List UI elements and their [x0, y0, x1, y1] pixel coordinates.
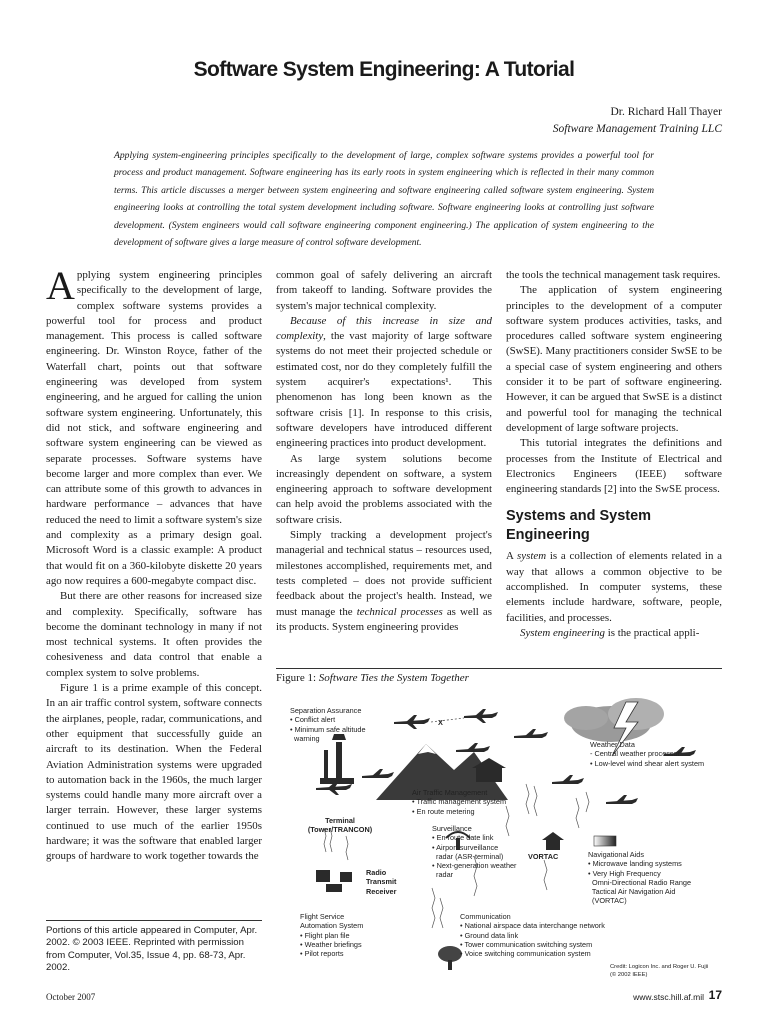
- col1-p1-text: pplying system engineering principles specifically to the development of large, complex software systems provides a powerful tool for process and product management. This process is called software engineering. Dr. Winston Royce, father of the Waterfall chart, points out that software engineering was developed from system engineering, and he argued for calling the union software system engineering. Unfortunately, this did not stick, and software engineering and software system engineering can be viewed as separate processes. Software systems have become larger and more complex than ever. We can attribute some of this growth to advances in hardware performance – advances that have reduced the need to limit a software system's size and complexity as a primary design goal. Microsoft Word is a classic example: A product that would fit on a 360-kilobyte diskette 20 years ago now requires a 600-megabyte compact disc.: [46, 269, 262, 587]
- surveillance-item: • En route date link: [432, 833, 494, 843]
- col3-paragraph-4: [506, 549, 722, 625]
- label-separation: [290, 706, 366, 743]
- weather-item: • Low-level wind shear alert system: [590, 758, 705, 768]
- communication-title: Communication: [460, 912, 511, 921]
- separation-item: • Conflict alert: [290, 715, 336, 725]
- section-heading: Systems and System Engineering: [506, 508, 652, 544]
- figure-caption-label: Figure 1:: [276, 672, 319, 684]
- weather-item: - Central weather processor: [590, 749, 681, 759]
- col3-paragraph-3: This tutorial integrates the definitions and processes from the Institute of Electrical and Electronics Engineers (IEEE) software engineering standards [2] into the SwSE process.: [506, 437, 722, 496]
- label-weather: [590, 740, 704, 768]
- label-x-mark: X: [438, 718, 443, 727]
- figure-divider: [276, 668, 722, 669]
- col3-p4-text-b: is a collection of elements related in a way that allows a common objective to be accomplished. In computer systems, these elements include hardware, software, people, facilities, and processes.: [506, 550, 722, 624]
- atm-title: Air Traffic Management: [412, 788, 488, 797]
- airplane-icon: [552, 775, 584, 784]
- terminal-line: (Tower/TRANCON): [307, 825, 373, 835]
- atm-item: • Traffic management system: [412, 797, 507, 807]
- atm-item: • En route metering: [412, 806, 475, 816]
- radio-transmitter-icon: [316, 870, 352, 892]
- flight-service-item: Automation System: [300, 921, 364, 931]
- airplane-icon: [514, 729, 548, 738]
- label-communication: [460, 912, 605, 958]
- col2-p2-text: , the vast majority of large software systems do not meet their projected schedule or estimated cost, nor do they completely fulfill the system acquirer's expectations¹. This phenomenon has long been known as the software crisis [1]. In response to this crisis, software developers have introduced different engineering practices into product development.: [276, 330, 492, 450]
- col1-paragraph-3: Figure 1 is a prime example of this concept. In an air traffic control system, software connects the airplanes, people, radar, communications, and other equipment that successfully guide an aircraft to its destination. When the Federal Aviation Administration systems were upgraded to automation back in the 1960s, the much larger systems could handle many more aircraft over a larger terrain. However, these larger systems continued to use much of the earlier 1950s hardware; it was the software that enabled larger groups of hardware to work together towards the: [46, 682, 262, 863]
- flight-service-item: • Flight plan file: [300, 930, 350, 940]
- airplane-icon: [394, 715, 430, 729]
- author-block: [553, 104, 722, 138]
- surveillance-item: • Airport surveillance: [432, 842, 499, 852]
- figure-1: [276, 688, 722, 988]
- radio-line: Transmit: [366, 877, 397, 887]
- drop-cap: A: [46, 263, 75, 308]
- label-vortac: VORTAC: [528, 852, 559, 861]
- issue-date: October 2007: [46, 992, 96, 1002]
- column-3: [506, 268, 722, 641]
- label-radio: [366, 868, 396, 896]
- navaids-item: • Microwave landing systems: [588, 859, 682, 869]
- label-navaids: [588, 850, 691, 906]
- col3-p4-text-a: A: [506, 550, 518, 563]
- separation-title: Separation Assurance: [290, 706, 362, 715]
- flight-service-item: • Pilot reports: [300, 949, 344, 959]
- figure-credit: [610, 964, 708, 979]
- col2-paragraph-4: [276, 528, 492, 635]
- radio-line: Receiver: [366, 886, 397, 896]
- navaids-title: Navigational Aids: [588, 850, 644, 859]
- airplane-icon: [606, 795, 638, 804]
- col3-p4-emphasis: system: [517, 550, 547, 563]
- credit-line: Credit: Logicon Inc. and Roger U. Fujii: [610, 964, 709, 970]
- col3-paragraph-5: [506, 626, 722, 641]
- weather-title: Weather Data: [590, 740, 635, 749]
- surveillance-item: radar: [432, 870, 454, 880]
- label-surveillance: [432, 824, 517, 880]
- col3-paragraph-2: The application of system engineering principles to the development of a computer software system produces activities, tasks, and procedures called software system engineering (SwSE). Many practitioners consider SwSE to be a special case of system engineering and others consider it to be part of software engineering. However, it can be argued that SwSE is a distinct and powerful tool for managing the technical development of large software projects.: [506, 284, 722, 434]
- abstract: Applying system-engineering principles specifically to the development of large, complex software systems provides a powerful tool for process and product management. Software engineering has its early roots in system engineering which is reflected in their many common terms. This article discusses a merger between system engineering and software engineering called software system engineering. System engineering looks at controlling the total system development including software. Software engineering looks at controlling just software development. (System engineers would call software engineering component engineering.) The application of system engineering to the development of software gives a large measure of control software development.: [114, 150, 654, 249]
- communication-item: • Ground data link: [460, 930, 519, 940]
- airplane-icon: [362, 769, 394, 778]
- surveillance-item: radar (ASR-terminal): [432, 851, 504, 861]
- author-name: Dr. Richard Hall Thayer: [610, 106, 722, 118]
- navaids-item: Omni-Directional Radio Range: [588, 877, 692, 887]
- page-number: 17: [708, 988, 722, 1002]
- footnote: Portions of this article appeared in Computer, Apr. 2002. © 2003 IEEE. Reprinted with permission from Computer, Vol.35, Issue 4, pp. 68-73, Apr. 2002.: [46, 925, 258, 973]
- col3-paragraph-1: the tools the technical management task requires.: [506, 269, 721, 281]
- col3-p5-text: is the practical appli-: [604, 626, 700, 639]
- col2-p4-emphasis: technical processes: [356, 605, 443, 618]
- label-atm: [412, 788, 506, 816]
- credit-line: (© 2002 IEEE): [610, 971, 648, 978]
- communication-item: • Voice switching communication system: [460, 949, 591, 959]
- surveillance-item: • Next-generation weather: [432, 861, 517, 871]
- airplane-icon: [456, 743, 490, 752]
- navaids-item: • Very High Frequency: [588, 868, 661, 878]
- flight-service-title: Flight Service: [300, 912, 345, 921]
- satellite-dish-icon: [438, 946, 462, 970]
- column-1: [46, 263, 262, 865]
- column-2: [276, 268, 492, 635]
- communication-item: • National airspace data interchange network: [460, 921, 605, 931]
- footnote-divider: [46, 920, 262, 921]
- surveillance-title: Surveillance: [432, 824, 472, 833]
- col3-p5-emphasis: System engineering: [520, 626, 605, 639]
- col1-paragraph-1: [46, 263, 262, 589]
- label-terminal: [302, 816, 378, 835]
- col2-paragraph-2: [276, 314, 492, 452]
- separation-item: • Minimum safe altitude: [290, 724, 366, 734]
- label-flight-service: [300, 912, 363, 958]
- vortac-icon: [542, 832, 564, 850]
- col2-paragraph-1: common goal of safely delivering an aircraft from takeoff to landing. Software provides the system's major technical complexity.: [276, 269, 492, 312]
- separation-item: warning: [290, 733, 320, 743]
- airplane-icon: [464, 709, 498, 723]
- flight-service-item: • Weather briefings: [300, 939, 362, 949]
- radio-line: Radio: [366, 868, 387, 877]
- communication-item: • Tower communication switching system: [460, 939, 593, 949]
- navaids-item: (VORTAC): [588, 896, 627, 906]
- figure-caption-title: Software Ties the System Together: [318, 672, 469, 684]
- terminal-line: Terminal: [325, 816, 355, 825]
- col2-p4-text-a: Simply tracking a development project's managerial and technical status – resources used, milestones accomplished, requirements met, and tests completed – does not provide sufficient feedback about the project's health. Instead, we must manage the: [276, 529, 492, 618]
- col2-p4-text-b: as well as its products. System engineering provides: [276, 605, 492, 633]
- col2-p2-emphasis: Because of this increase in size and complexity: [276, 314, 492, 343]
- col2-paragraph-3: As large system solutions become increasingly dependent on software, a system engineering approach to software development can help avoid the problems associated with the software crisis.: [276, 452, 492, 526]
- article-title: Software System Engineering: A Tutorial: [193, 58, 575, 81]
- author-org: Software Management Training LLC: [552, 123, 722, 135]
- navaids-item: Tactical Air Navigation Aid: [588, 887, 676, 897]
- footer-url[interactable]: www.stsc.hill.af.mil: [633, 992, 704, 1002]
- col1-paragraph-2: But there are other reasons for increased size and complexity. Specifically, software has become the dominant technology in many if not most technical systems. It often provides the cohesiveness and data control that enable a complex system to solve problems.: [46, 590, 262, 679]
- figure-caption: [276, 672, 469, 684]
- navaid-gradient-icon: [594, 836, 616, 846]
